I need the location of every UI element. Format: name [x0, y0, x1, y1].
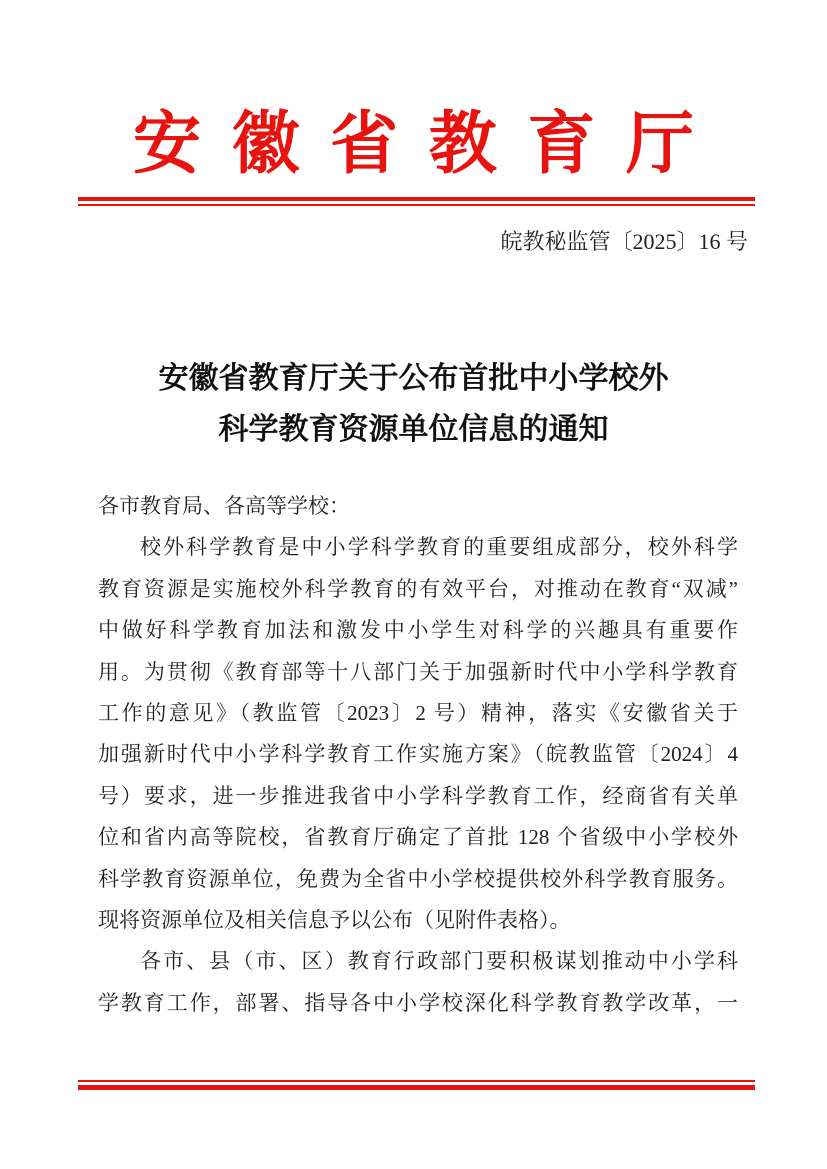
body-line: 用。为贯彻《教育部等十八部门关于加强新时代中小学科学教育: [98, 659, 738, 684]
body-line: 号）要求，进一步推进我省中小学科学教育工作，经商省有关单: [98, 783, 738, 808]
body-line: 各市、县（市、区）教育行政部门要积极谋划推动中小学科: [140, 949, 738, 974]
body-line: 教育资源是实施校外科学教育的有效平台，对推动在教育“双减”: [98, 576, 738, 601]
footer-rule-thin: [78, 1080, 755, 1082]
body-line: 位和省内高等院校，省教育厅确定了首批 128 个省级中小学校外: [98, 825, 738, 850]
body-line: 校外科学教育是中小学科学教育的重要组成部分，校外科学: [140, 535, 738, 560]
body-line: 中做好科学教育加法和激发中小学生对科学的兴趣具有重要作: [98, 618, 738, 643]
body-line: 工作的意见》（教监管〔2023〕2 号）精神，落实《安徽省关于: [98, 700, 738, 725]
document-title: [0, 353, 827, 455]
document-title-line-1: 安徽省教育厅关于公布首批中小学校外: [158, 362, 669, 395]
body-line: 学教育工作，部署、指导各中小学校深化科学教育教学改革，一: [98, 990, 738, 1015]
body-line: 现将资源单位及相关信息予以公布（见附件表格）。: [98, 907, 571, 932]
letterhead-title: 安徽省教育厅: [132, 106, 725, 182]
header-rule-thin: [78, 204, 755, 206]
body-line: 加强新时代中小学科学教育工作实施方案》（皖教监管〔2024〕4: [98, 742, 738, 767]
header-rule-thick: [78, 197, 755, 201]
footer-rule-thick: [78, 1085, 755, 1090]
document-title-line-2: 科学教育资源单位信息的通知: [218, 413, 609, 446]
document-number: 皖教秘监管〔2025〕16 号: [500, 229, 748, 254]
body-line: 科学教育资源单位，免费为全省中小学校提供校外科学教育服务。: [98, 866, 738, 891]
body-line: 各市教育局、各高等学校：: [98, 494, 350, 518]
document-body: [98, 486, 738, 1024]
